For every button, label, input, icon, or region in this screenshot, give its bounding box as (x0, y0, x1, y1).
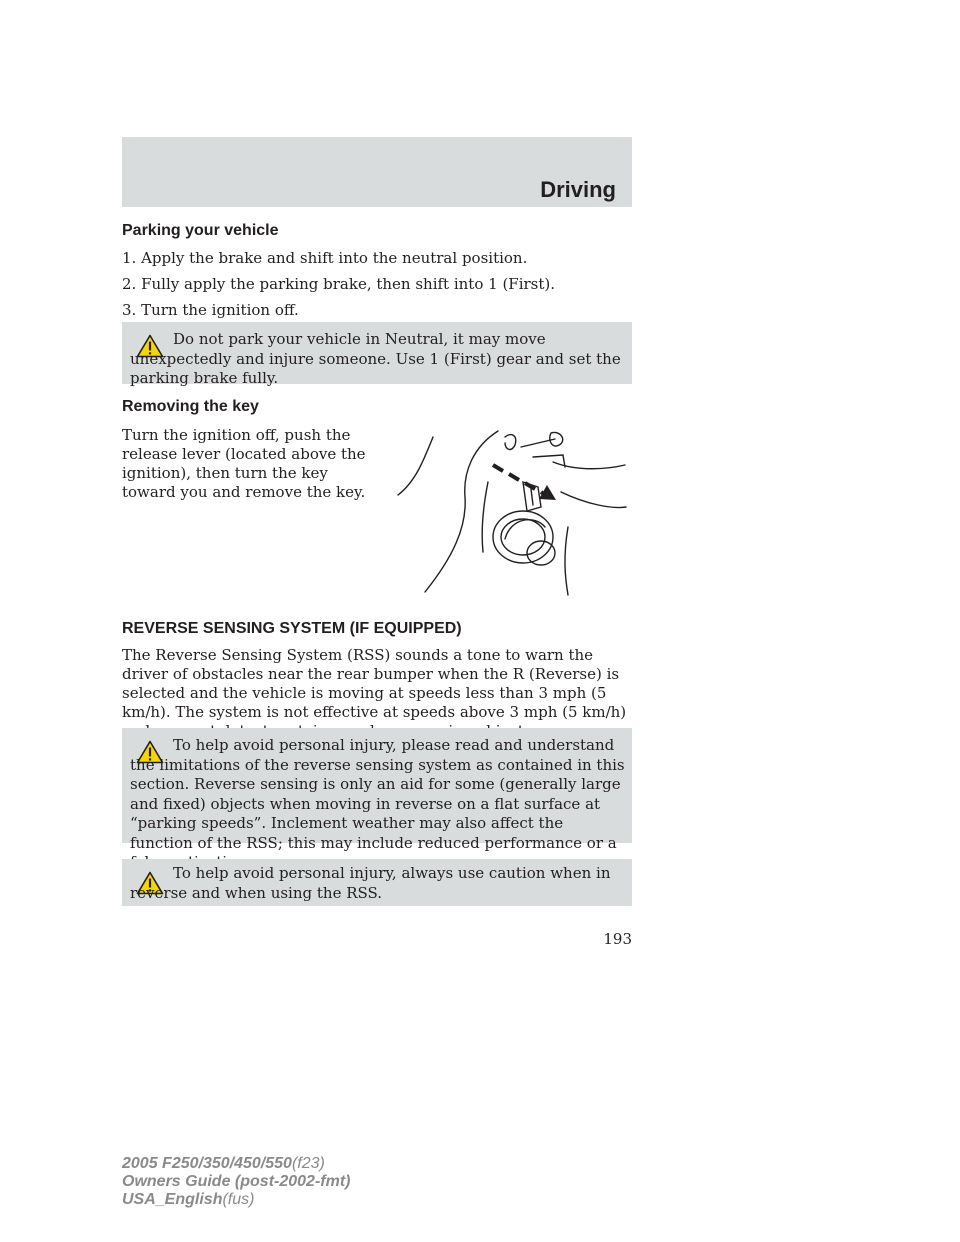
parking-step-2: 2. Fully apply the parking brake, then shift into 1 (First). (122, 275, 556, 293)
key-heading: Removing the key (122, 398, 259, 415)
document-footer (122, 1155, 350, 1209)
key-text: Turn the ignition off, push the release lever (located above the ignition), then turn the key toward you and remove the key. (122, 426, 366, 501)
rss-warning-box-2 (122, 859, 632, 906)
rss-text: The Reverse Sensing System (RSS) sounds a tone to warn the driver of obstacles near the rear bumper when the R (Reverse) is selected and the vehicle is moving at speeds less than 3 mph (5 km/h). The system is not effective at speeds above 3 mph (5 km/h) (122, 646, 627, 721)
page-number: 193 (603, 930, 632, 948)
footer-guide-format: Owners Guide (post-2002-fmt) (122, 1173, 351, 1190)
rss-warning-text-1: To help avoid personal injury, please read and understand the limitations of the reverse sensing system as contained in this section. Reverse sensing is only an aid for some (generally large and fixed) objects when moving in reverse on a flat surface at “parking speeds”. Inclement weather may also affect the function of the RSS; this may include reduced performance or a (130, 736, 625, 852)
footer-line-1 (122, 1155, 350, 1173)
parking-step-3: 3. Turn the ignition off. (122, 301, 299, 319)
parking-warning-box (122, 322, 632, 387)
footer-model: 2005 F250/350/450/550 (122, 1155, 292, 1172)
footer-line-2 (122, 1173, 350, 1191)
parking-step-1: 1. Apply the brake and shift into the neutral position. (122, 249, 528, 267)
rss-warning-box-1 (122, 728, 632, 852)
footer-language-code: (fus) (222, 1191, 255, 1208)
parking-warning-text: Do not park your vehicle in Neutral, it may move unexpectedly and injure someone. Use 1 (First) gear and set the parking brake fully. (130, 330, 621, 387)
footer-language: USA_English (122, 1191, 223, 1208)
footer-line-3 (122, 1191, 350, 1209)
parking-heading: Parking your vehicle (122, 222, 279, 239)
rss-warning-text-2: To help avoid personal injury, always use caution when in reverse and when using the RSS. (130, 864, 611, 902)
footer-model-code: (f23) (291, 1155, 325, 1172)
section-header (122, 137, 632, 207)
section-title: Driving (540, 177, 616, 202)
ignition-key-release-illustration (393, 427, 633, 597)
rss-heading: REVERSE SENSING SYSTEM (IF EQUIPPED) (122, 620, 462, 637)
